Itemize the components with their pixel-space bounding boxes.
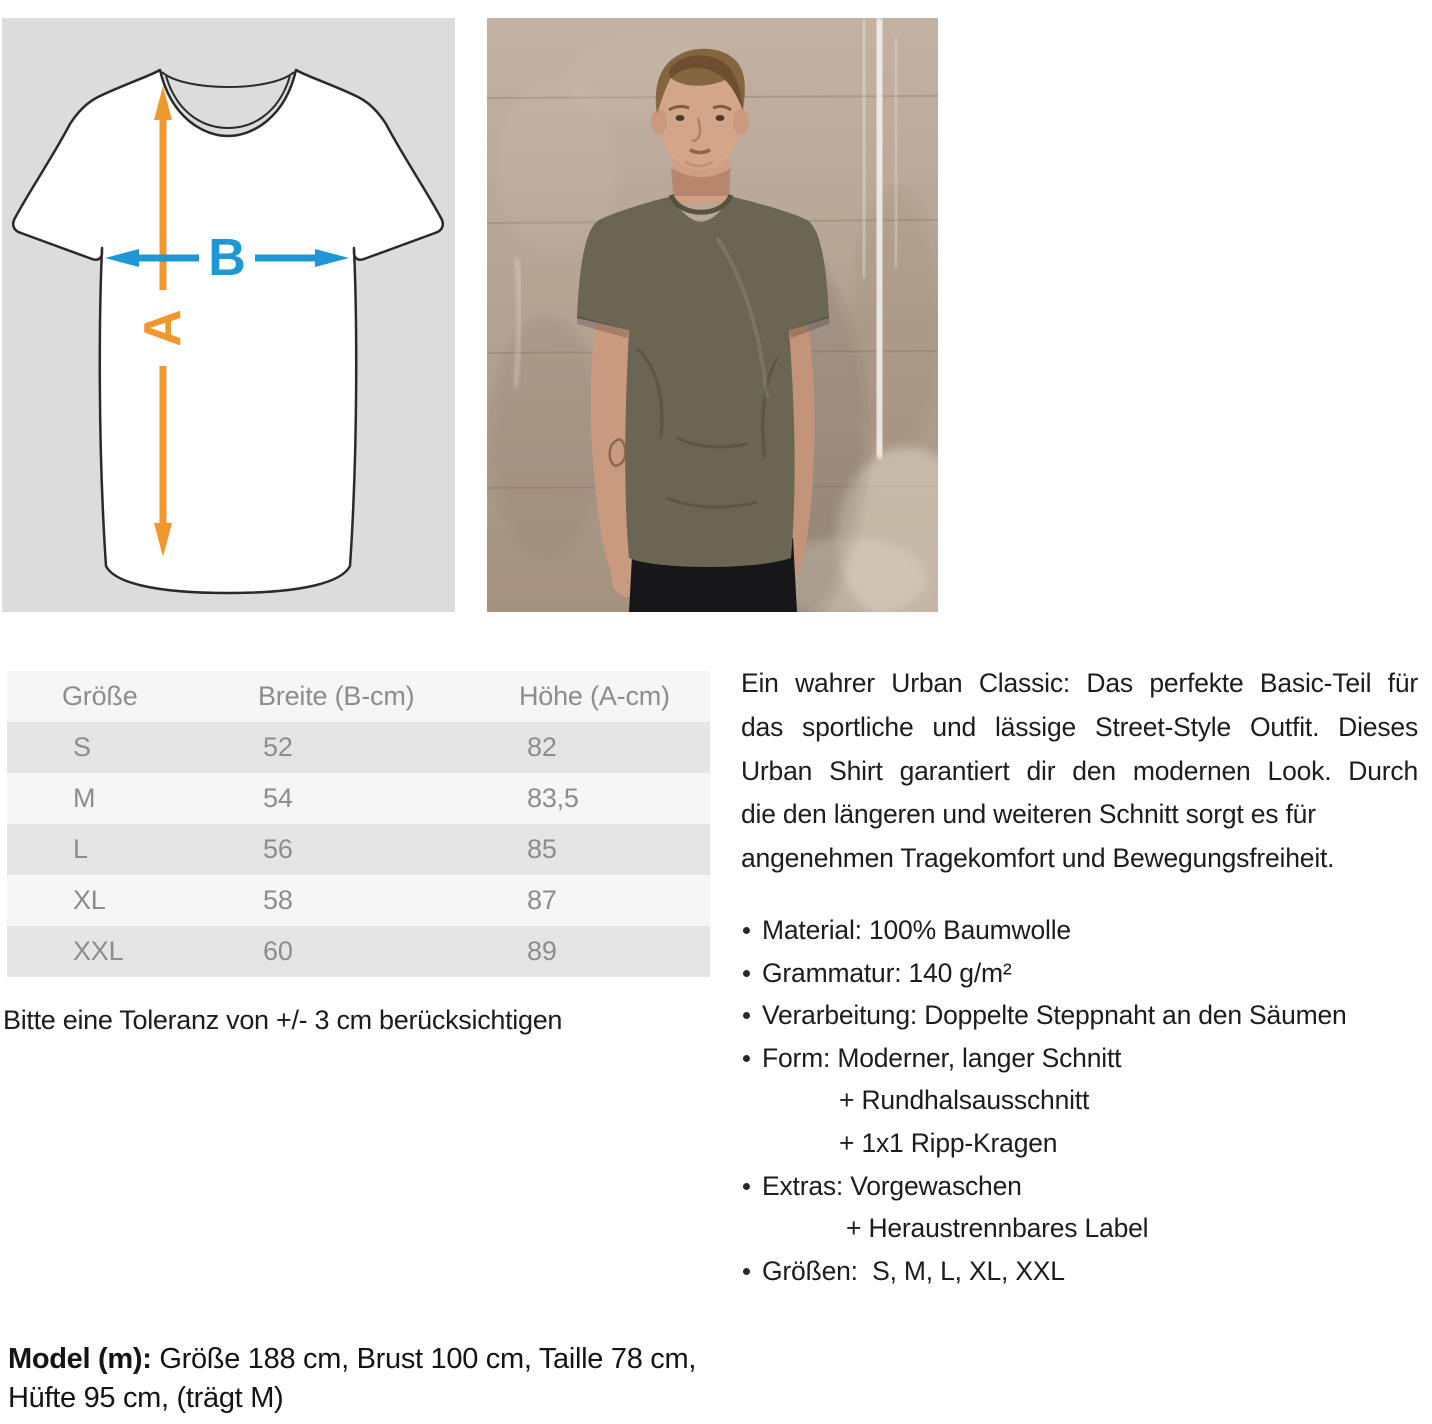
column-header-hoehe: Höhe (A-cm) (519, 681, 670, 711)
cell-breite: 56 (263, 834, 293, 864)
model-note-line1-text: Größe 188 cm, Brust 100 cm, Taille 78 cm, (151, 1343, 697, 1375)
model-photo (487, 18, 938, 612)
model-note-line1 (8, 1340, 696, 1379)
cell-breite: 54 (263, 783, 293, 813)
feature-form-rundhals: + Rundhalsausschnitt (839, 1085, 1090, 1116)
feature-form: Form: Moderner, langer Schnitt (741, 1037, 1431, 1080)
cell-breite: 58 (263, 885, 293, 915)
model-measurements-note (8, 1340, 696, 1418)
cell-hoehe: 85 (527, 834, 557, 864)
cell-breite: 52 (263, 732, 293, 762)
size-diagram (2, 18, 455, 612)
label-b: B (208, 229, 246, 287)
column-header-groesse: Größe (62, 681, 138, 711)
cell-size: XXL (73, 936, 124, 966)
model-note-label: Model (m): (8, 1343, 152, 1375)
table-row-l (7, 824, 710, 875)
feature-form-rippkragen: + 1x1 Ripp-Kragen (839, 1127, 1058, 1158)
tshirt-outline (13, 70, 443, 593)
description-line: Ein wahrer Urban Classic: Das perfekte Basic-Teil für (741, 668, 1418, 698)
cell-size: S (73, 732, 91, 762)
feature-extras-label: + Heraustrennbares Label (846, 1213, 1149, 1244)
cell-size: XL (73, 885, 106, 915)
product-description (741, 662, 1418, 881)
size-table (7, 671, 710, 977)
feature-grammatur: Grammatur: 140 g/m² (741, 952, 1431, 995)
cell-size: L (73, 834, 88, 864)
feature-verarbeitung: Verarbeitung: Doppelte Steppnaht an den Säumen (741, 994, 1431, 1037)
cell-size: M (73, 783, 96, 813)
tolerance-note: Bitte eine Toleranz von +/- 3 cm berücksichtigen (3, 1005, 563, 1035)
cell-hoehe: 87 (527, 885, 557, 915)
table-row-xl (7, 875, 710, 926)
table-row-s (7, 722, 710, 773)
feature-extras: Extras: Vorgewaschen (741, 1165, 1431, 1208)
column-header-breite: Breite (B-cm) (258, 681, 415, 711)
description-line: Urban Shirt garantiert dir den modernen Look. Durch (741, 755, 1418, 786)
collar-back-line (162, 72, 294, 87)
cell-hoehe: 89 (527, 936, 557, 966)
model-photo-illustration (487, 18, 938, 612)
table-row-xxl (7, 926, 710, 977)
description-line: das sportliche und lässige Street-Style Outfit. Dieses (741, 711, 1418, 742)
label-a: A (134, 309, 192, 347)
feature-groessen: Größen: S, M, L, XL, XXL (741, 1250, 1431, 1293)
cell-hoehe: 83,5 (527, 783, 579, 813)
cell-hoehe: 82 (527, 732, 557, 762)
table-row-m (7, 773, 710, 824)
model-note-line2: Hüfte 95 cm, (trägt M) (8, 1382, 284, 1414)
description-line: die den längeren und weiteren Schnitt sorgt es für (741, 799, 1316, 830)
tshirt-measurement-illustration (2, 18, 455, 612)
feature-material: Material: 100% Baumwolle (741, 909, 1431, 952)
cell-breite: 60 (263, 936, 293, 966)
size-table-header-row (7, 671, 710, 722)
feature-list (741, 909, 1431, 1292)
description-line: angenehmen Tragekomfort und Bewegungsfreiheit. (741, 843, 1335, 873)
